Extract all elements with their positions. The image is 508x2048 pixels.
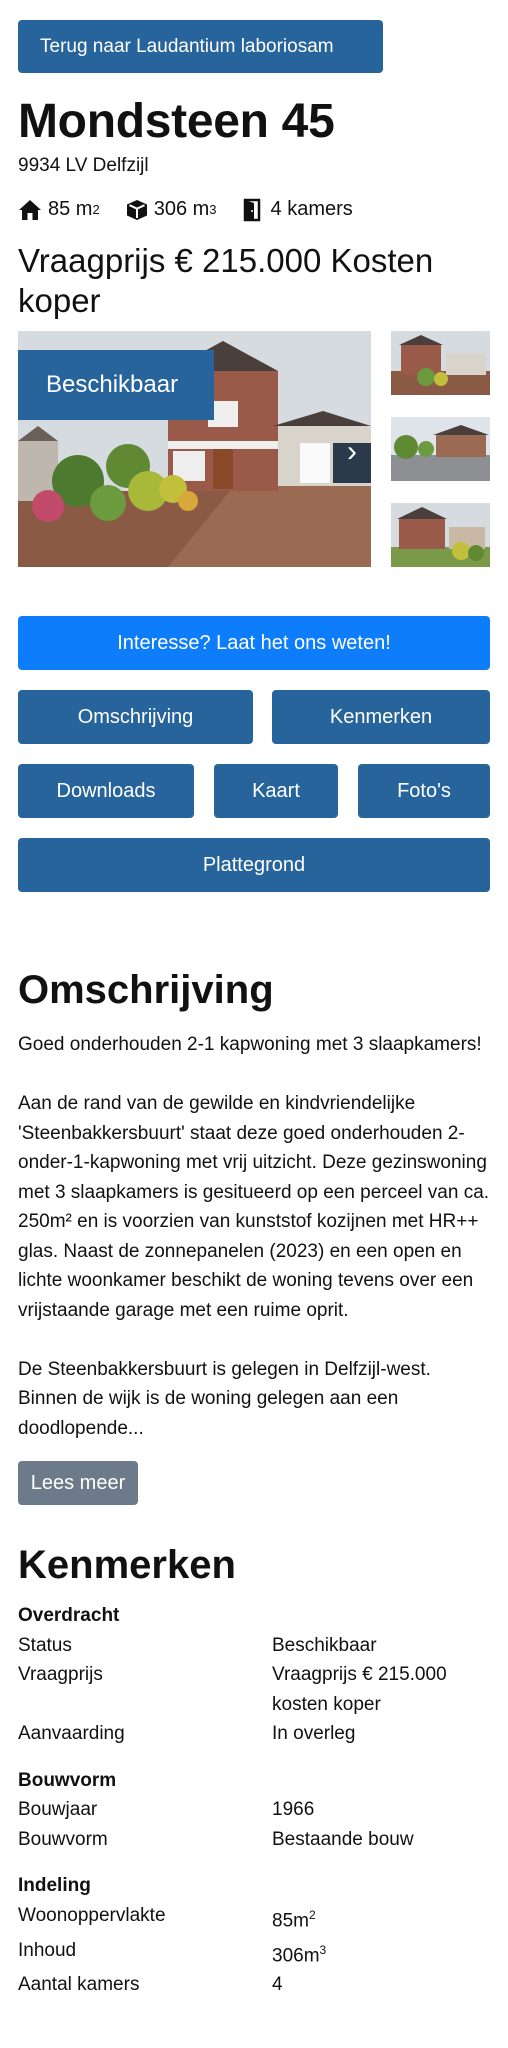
- group-overdracht: [18, 1601, 490, 1749]
- inhoud-exponent: 3: [319, 1942, 327, 1957]
- feature-key: Bouwjaar: [18, 1799, 98, 1821]
- group-bouwvorm: [18, 1766, 490, 1855]
- page-title: Mondsteen 45: [18, 95, 335, 148]
- spec-area: [18, 198, 100, 221]
- feature-value: Vraagprijs € 215.000 kosten koper: [272, 1664, 447, 1715]
- home-icon: [18, 199, 42, 221]
- chevron-right-icon[interactable]: ›: [347, 435, 357, 469]
- volume-value: 306 m: [153, 198, 210, 221]
- group-indeling: [18, 1871, 490, 2000]
- feature-key: Woonoppervlakte: [18, 1904, 166, 1926]
- availability-badge: Beschikbaar: [18, 350, 214, 420]
- thumbnail-1[interactable]: [391, 331, 490, 395]
- thumbnail-photo: [391, 503, 490, 567]
- feature-key: Aanvaarding: [18, 1723, 125, 1745]
- feature-value: In overleg: [272, 1723, 356, 1745]
- nav-kenmerken-button[interactable]: Kenmerken: [272, 690, 490, 744]
- spec-rooms: [243, 198, 353, 222]
- main-photo[interactable]: [18, 331, 371, 567]
- asking-price: Vraagprijs € 215.000 Kosten koper: [18, 241, 434, 320]
- features-list: [18, 1601, 490, 2000]
- group-title: Indeling: [18, 1875, 91, 1897]
- nav-plattegrond-button[interactable]: Plattegrond: [18, 838, 490, 892]
- spec-volume: [126, 198, 217, 221]
- rooms-value: 4 kamers: [270, 198, 353, 221]
- area-value: 85 m: [48, 198, 93, 221]
- volume-exponent: 3: [209, 202, 217, 218]
- thumbnail-photo: [391, 331, 490, 395]
- cube-icon: [126, 199, 148, 221]
- feature-value: Beschikbaar: [272, 1634, 377, 1656]
- feature-key: Bouwvorm: [18, 1828, 108, 1850]
- feature-value: [272, 1901, 490, 1936]
- feature-key: Vraagprijs: [18, 1664, 103, 1686]
- description-text: Goed onderhouden 2-1 kapwoning met 3 slaapkamers! Aan de rand van de gewilde en kindvriendelijke 'Steenbakkersbuurt' staat deze goed onderhouden 2-onder-1-kapwoning met vrij uitzicht. Deze gezinswoning met 3 slaapkamers is gesitueerd op een perceel van ca. 250m² en is voorzien van kunststof kozijnen met HR++ glas. Naast de zonnepanelen (2023) en een open en lichte woonkamer beschikt de woning tevens over een vrijstaande garage met een ruime oprit. De Steenbakkersbuurt is gelegen in Delfzijl-west. Binnen de wijk is de woning gelegen aan een doodlopende...: [18, 1034, 490, 1439]
- feature-row: [18, 1660, 490, 1719]
- feature-value: 1966: [272, 1799, 315, 1821]
- group-title: Overdracht: [18, 1605, 120, 1627]
- thumbnail-photo: [391, 417, 490, 481]
- section-nav: [18, 690, 490, 920]
- postal-address: 9934 LV Delfzijl: [18, 154, 149, 176]
- feature-row: [18, 1970, 490, 2000]
- nav-omschrijving-button[interactable]: Omschrijving: [18, 690, 253, 744]
- feature-key: Status: [18, 1634, 72, 1656]
- inhoud-value: 306m: [272, 1944, 320, 1966]
- read-more-button[interactable]: Lees meer: [18, 1461, 138, 1505]
- feature-value: Bestaande bouw: [272, 1828, 414, 1850]
- features-heading: Kenmerken: [18, 1543, 236, 1588]
- area-exponent: 2: [92, 202, 100, 218]
- feature-row: [18, 1936, 490, 1971]
- group-title: Bouwvorm: [18, 1769, 117, 1791]
- door-icon: [243, 198, 265, 222]
- feature-row: [18, 1825, 490, 1855]
- nav-kaart-button[interactable]: Kaart: [214, 764, 338, 818]
- back-button[interactable]: Terug naar Laudantium laboriosam: [18, 20, 383, 73]
- property-specs: [18, 195, 490, 225]
- feature-row: [18, 1901, 490, 1936]
- nav-fotos-button[interactable]: Foto's: [358, 764, 490, 818]
- interest-button[interactable]: Interesse? Laat het ons weten!: [18, 616, 490, 670]
- feature-value: 4: [272, 1974, 283, 1996]
- feature-row: [18, 1631, 490, 1661]
- description-heading: Omschrijving: [18, 968, 274, 1013]
- woon-exponent: 2: [308, 1907, 316, 1922]
- nav-downloads-button[interactable]: Downloads: [18, 764, 194, 818]
- thumbnail-2[interactable]: [391, 417, 490, 481]
- thumbnail-3[interactable]: [391, 503, 490, 567]
- feature-row: [18, 1719, 490, 1749]
- feature-key: Aantal kamers: [18, 1974, 140, 1996]
- woon-value: 85m: [272, 1910, 309, 1932]
- feature-key: Inhoud: [18, 1939, 77, 1961]
- photo-gallery: [18, 331, 490, 567]
- feature-row: [18, 1795, 490, 1825]
- listing-page: [0, 20, 508, 2000]
- feature-value: [272, 1936, 490, 1971]
